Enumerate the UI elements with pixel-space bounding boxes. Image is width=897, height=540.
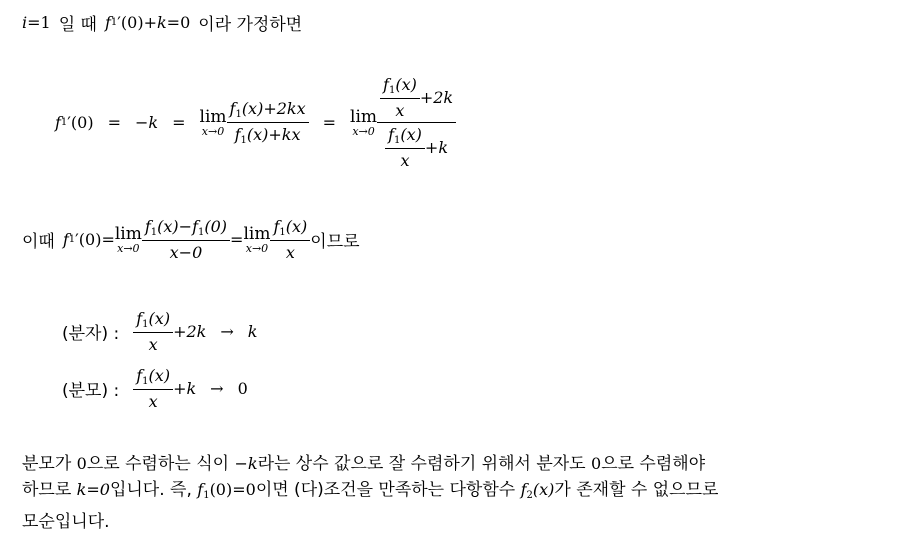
func-f: f xyxy=(104,13,111,32)
tail: +k xyxy=(173,378,197,398)
f1-prime-zero: (0)=0 xyxy=(209,480,256,499)
var-k: k xyxy=(148,113,159,132)
num-zero: 0 xyxy=(591,454,602,473)
kor-imeuro: 이므로 xyxy=(310,231,360,252)
limit xyxy=(350,107,377,138)
denominator: x−0 xyxy=(169,242,203,262)
subscript: 1 xyxy=(142,375,149,387)
paren-x: (x) xyxy=(148,365,171,385)
func-f: f xyxy=(192,216,198,236)
fraction-fx-over-x xyxy=(270,217,310,262)
equals: = xyxy=(172,113,186,132)
text: 으로 수렴하는 식이 xyxy=(86,454,235,474)
var-k: k xyxy=(156,13,167,32)
denominator-limit-line xyxy=(62,363,248,413)
prime-zero: ′(0) xyxy=(67,113,94,132)
derivative-definition-line xyxy=(22,213,360,265)
paren-x: (x) xyxy=(285,216,308,236)
func-f: f xyxy=(229,99,236,118)
subscript: 1 xyxy=(388,85,396,96)
paren-x: (x) xyxy=(395,75,417,94)
subscript: 1 xyxy=(394,135,401,146)
num-tail: +2k xyxy=(419,88,454,107)
paragraph-line-3: 모순입니다. xyxy=(22,512,110,532)
difference-quotient xyxy=(142,217,230,262)
assumption-line xyxy=(22,10,302,35)
var-x: x xyxy=(285,242,295,262)
kor-text: 일 때 xyxy=(58,15,97,35)
lim-under: x→0 xyxy=(245,241,269,255)
subscript: 1 xyxy=(198,226,205,238)
func-f: f xyxy=(388,125,395,144)
func-f: f xyxy=(197,480,204,499)
bunmo-label: (분모) : xyxy=(62,380,120,401)
fraction-fx-over-x xyxy=(133,309,173,354)
numerator-mid: (x)− xyxy=(157,216,193,236)
neg-k: −k xyxy=(234,454,258,473)
func-f: f xyxy=(383,75,389,94)
result: 0 xyxy=(237,378,248,398)
equals: = xyxy=(107,113,121,132)
text: 이면 (다)조건을 만족하는 다항함수 xyxy=(255,480,521,500)
num-zero: 0 xyxy=(76,454,87,473)
func-f: f xyxy=(136,365,143,385)
limit xyxy=(200,107,227,138)
equals: = xyxy=(101,229,115,249)
subscript: 1 xyxy=(235,109,242,120)
lim-under: x→0 xyxy=(201,125,225,138)
lim-word: lim xyxy=(243,223,271,244)
equals: = xyxy=(230,229,244,249)
paren-x: (x) xyxy=(532,480,555,499)
kor-ittae: 이때 xyxy=(22,231,55,252)
subscript: 1 xyxy=(203,490,210,501)
text: 으로 수렴해야 xyxy=(601,454,706,474)
text: 입니다. 즉, xyxy=(109,480,198,500)
tail: +2k xyxy=(173,321,207,341)
lim-word: lim xyxy=(114,223,142,244)
fraction-fx-over-x xyxy=(133,366,173,411)
paragraph-line-2 xyxy=(22,477,877,509)
paragraph-line-1 xyxy=(22,451,877,477)
lim-under: x→0 xyxy=(117,241,140,255)
func-f: f xyxy=(520,480,527,499)
var-i: i xyxy=(22,13,28,32)
eq-one: =1 xyxy=(27,13,51,32)
eq-zero: =0 xyxy=(166,13,191,32)
subscript: 1 xyxy=(60,117,68,128)
bunja-label: (분자) : xyxy=(62,323,120,344)
var-x: x xyxy=(148,334,158,354)
k-eq-0: k=0 xyxy=(76,480,110,499)
func-f: f xyxy=(136,308,143,328)
arrow-icon: → xyxy=(220,321,234,341)
numerator-end: (0) xyxy=(204,216,228,236)
func-f: f xyxy=(62,229,69,249)
minus: − xyxy=(135,113,149,132)
text: 하므로 xyxy=(22,480,77,500)
prime-zero: ′(0)+ xyxy=(117,13,157,32)
den-tail: +k xyxy=(424,138,449,157)
limit xyxy=(243,224,270,255)
func-f: f xyxy=(234,125,241,144)
result: k xyxy=(247,321,258,341)
paren-x: (x) xyxy=(148,308,171,328)
fraction-1 xyxy=(227,99,309,146)
text: 분모가 xyxy=(22,454,77,474)
var-x: x xyxy=(395,101,405,120)
var-x: x xyxy=(400,151,410,170)
lim-under: x→0 xyxy=(352,125,375,138)
fraction-2 xyxy=(377,75,456,170)
lim-word: lim xyxy=(350,107,378,127)
conclusion-paragraph xyxy=(22,451,877,535)
subscript: 1 xyxy=(240,135,247,146)
denominator: (x)+kx xyxy=(246,125,301,144)
main-equation xyxy=(55,70,456,175)
text: 라는 상수 값으로 잘 수렴하기 위해서 분자도 xyxy=(257,454,591,474)
kor-text-2: 이라 가정하면 xyxy=(198,15,303,35)
lim-word: lim xyxy=(199,107,227,127)
prime-zero: ′(0) xyxy=(75,229,102,249)
var-x: x xyxy=(148,391,158,411)
func-f: f xyxy=(144,216,151,236)
subscript: 1 xyxy=(142,318,149,330)
equals: = xyxy=(322,113,337,132)
func-f: f xyxy=(273,216,280,236)
func-f: f xyxy=(55,113,61,132)
numerator-limit-line xyxy=(62,306,257,356)
subscript: 1 xyxy=(110,17,118,28)
subscript: 1 xyxy=(279,226,286,238)
numerator: (x)+2kx xyxy=(241,99,306,118)
inner-fraction xyxy=(380,75,420,120)
subscript: 1 xyxy=(68,233,76,245)
limit xyxy=(115,224,142,255)
subscript: 1 xyxy=(150,226,158,238)
paren-x: (x) xyxy=(400,125,422,144)
inner-fraction xyxy=(385,125,425,170)
subscript: 2 xyxy=(526,490,533,501)
arrow-icon: → xyxy=(210,378,224,398)
text: 가 존재할 수 없으므로 xyxy=(554,480,719,500)
